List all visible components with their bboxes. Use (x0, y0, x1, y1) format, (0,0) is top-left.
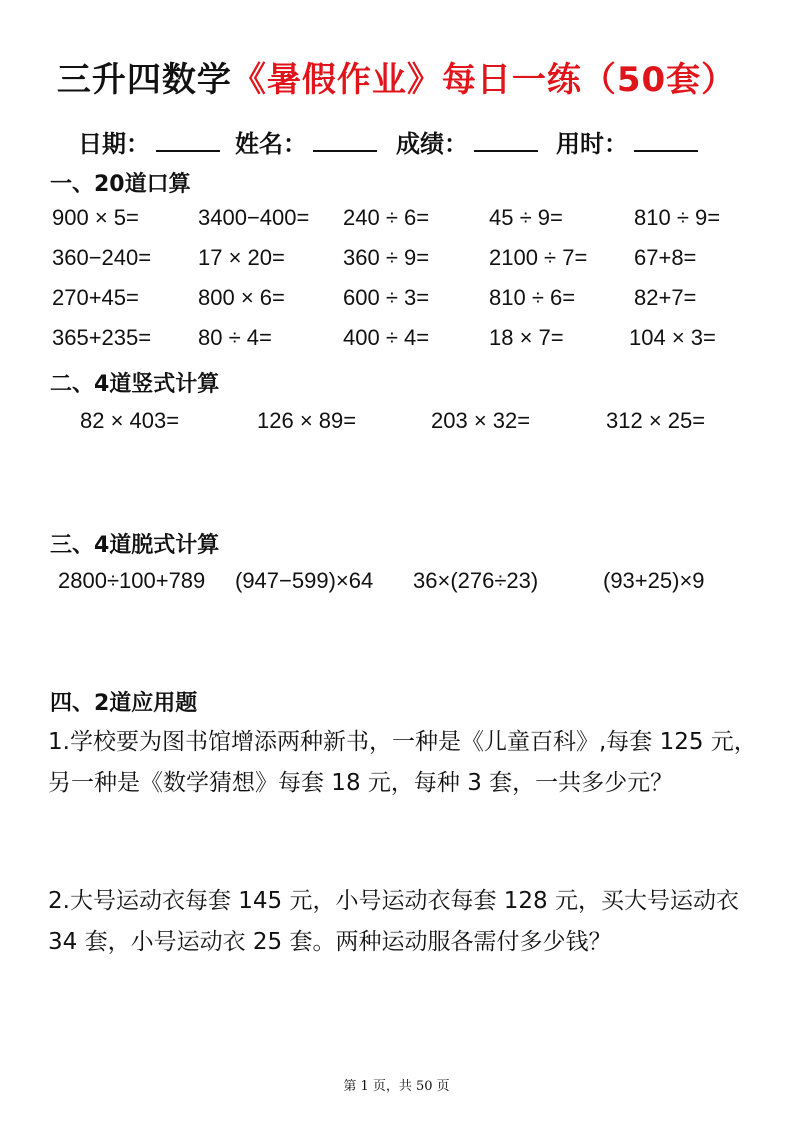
section-vertical-title: 二、4道竖式计算 (50, 372, 220, 397)
title-mid: 每日一练 (441, 60, 582, 100)
section-stepwise-title: 三、4道脱式计算 (50, 533, 220, 558)
page-title (0, 52, 793, 101)
title-suffix: （50套） (581, 60, 737, 100)
time-field (556, 124, 698, 159)
score-blank[interactable] (474, 128, 538, 152)
oral-item: 400 ÷ 4= (343, 325, 430, 350)
score-field (396, 124, 538, 159)
section-word-problems-title: 四、2道应用题 (50, 691, 198, 716)
date-field (78, 124, 220, 159)
time-blank[interactable] (634, 128, 698, 152)
info-row (78, 124, 738, 158)
problem-2-line-2: 34 套，小号运动衣 25 套。两种运动服各需付多少钱？ (48, 929, 612, 955)
oral-item: 365+235= (52, 325, 152, 350)
stepwise-item: 2800÷100+789 (58, 568, 206, 593)
oral-item: 2100 ÷ 7= (489, 245, 588, 270)
page-footer: 第 1 页，共 50 页 (343, 1079, 450, 1094)
date-blank[interactable] (156, 128, 220, 152)
oral-item: 17 × 20= (198, 245, 285, 270)
oral-item: 810 ÷ 6= (489, 285, 576, 310)
word-problem-2 (48, 881, 760, 963)
name-field (235, 124, 377, 159)
title-prefix: 三升四数学 (56, 60, 232, 100)
vertical-item: 82 × 403= (80, 408, 180, 433)
oral-item: 600 ÷ 3= (343, 285, 430, 310)
title-highlight: 《暑假作业》 (231, 60, 442, 100)
problem-1-line-1: 1.学校要为图书馆增添两种新书，一种是《儿童百科》,每套 125 元， (48, 729, 757, 755)
oral-item: 240 ÷ 6= (343, 205, 430, 230)
stepwise-item: (93+25)×9 (603, 568, 705, 593)
oral-item: 80 ÷ 4= (198, 325, 272, 350)
name-blank[interactable] (313, 128, 377, 152)
oral-item: 18 × 7= (489, 325, 564, 350)
oral-item: 270+45= (52, 285, 139, 310)
stepwise-item: 36×(276÷23) (413, 568, 539, 593)
oral-item: 800 × 6= (198, 285, 285, 310)
oral-item: 67+8= (634, 245, 697, 270)
oral-item: 360 ÷ 9= (343, 245, 430, 270)
word-problem-1 (48, 722, 760, 804)
stepwise-item: (947−599)×64 (235, 568, 374, 593)
date-label: 日期： (78, 130, 150, 158)
name-label: 姓名： (235, 130, 307, 158)
problem-1-line-2: 另一种是《数学猜想》每套 18 元，每种 3 套，一共多少元？ (48, 770, 674, 796)
vertical-item: 312 × 25= (606, 408, 706, 433)
problem-2-line-1: 2.大号运动衣每套 145 元，小号运动衣每套 128 元，买大号运动衣 (48, 888, 739, 914)
oral-item: 810 ÷ 9= (634, 205, 721, 230)
vertical-item: 126 × 89= (257, 408, 357, 433)
oral-item: 360−240= (52, 245, 152, 270)
section-oral-title: 一、20道口算 (50, 172, 191, 197)
score-label: 成绩： (396, 130, 468, 158)
oral-item: 82+7= (634, 285, 697, 310)
oral-item: 3400−400= (198, 205, 310, 230)
oral-item: 45 ÷ 9= (489, 205, 563, 230)
vertical-item: 203 × 32= (431, 408, 531, 433)
oral-item: 104 × 3= (629, 325, 716, 350)
oral-item: 900 × 5= (52, 205, 139, 230)
time-label: 用时： (556, 130, 628, 158)
